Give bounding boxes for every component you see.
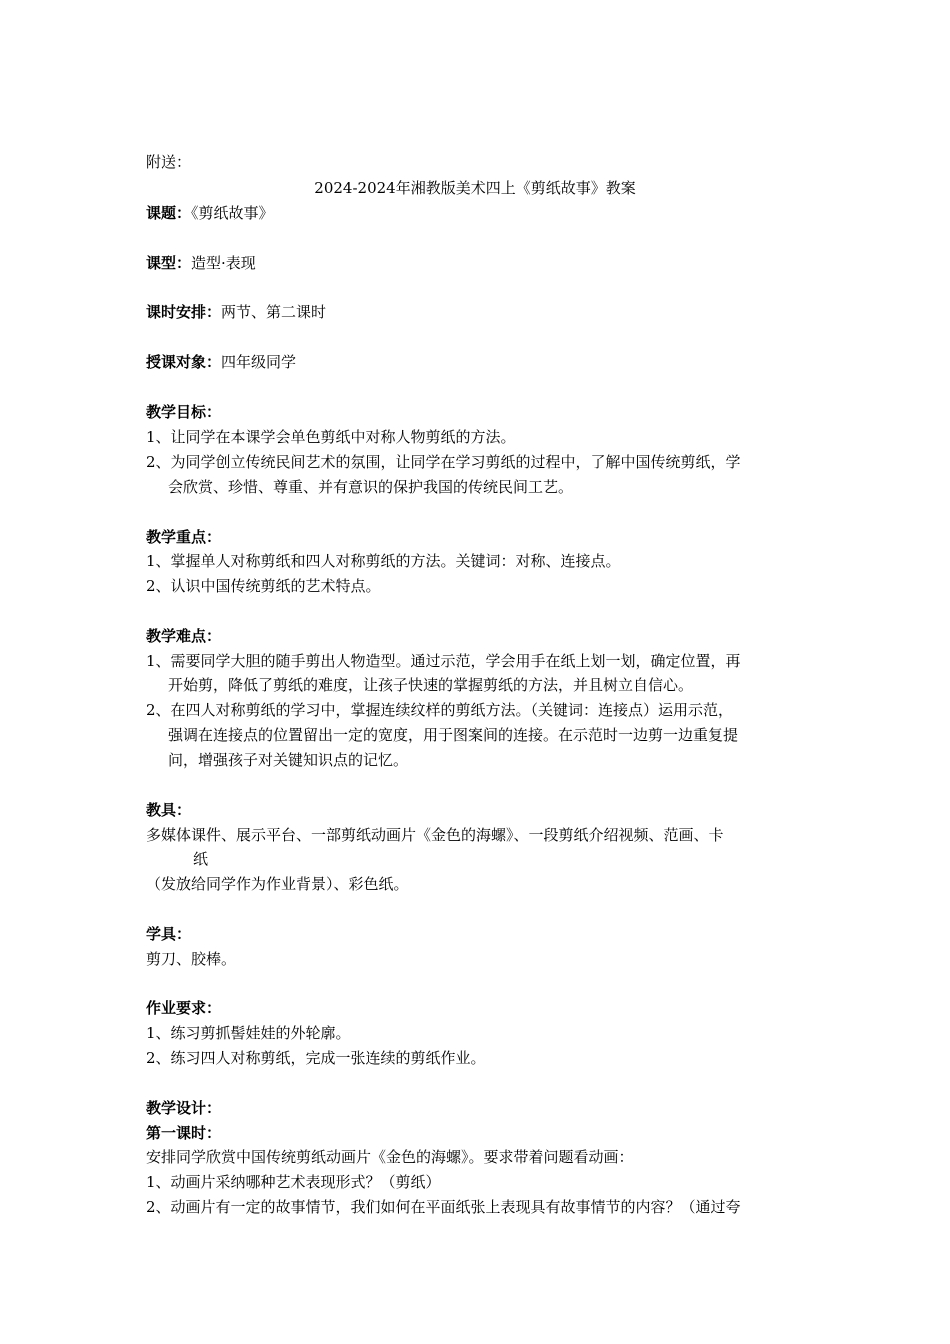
- design-item: 2、动画片有一定的故事情节，我们如何在平面纸张上表现具有故事情节的内容？（通过夸: [146, 1198, 741, 1216]
- course-title-label: 课题：: [146, 204, 192, 222]
- homework-item: 1、练习剪抓髻娃娃的外轮廓。: [146, 1024, 351, 1042]
- schedule-label: 课时安排：: [146, 303, 222, 321]
- tools-text-continued: （发放给同学作为作业背景）、彩色纸。: [146, 875, 409, 893]
- audience-row: [146, 352, 296, 372]
- course-type-value: 造型·表现: [191, 254, 256, 272]
- course-type-label: 课型：: [146, 254, 192, 272]
- design-sub-heading: 第一课时：: [146, 1124, 222, 1142]
- course-title-row: [146, 203, 274, 223]
- design-text: 安排同学欣赏中国传统剪纸动画片《金色的海螺》。要求带着问题看动画：: [146, 1148, 634, 1166]
- homework-heading: 作业要求：: [146, 999, 222, 1017]
- difficulties-item-continued: 开始剪，降低了剪纸的难度，让孩子快速的掌握剪纸的方法，并且树立自信心。: [168, 676, 694, 694]
- goals-item-continued: 会欣赏、珍惜、尊重、并有意识的保护我国的传统民间工艺。: [168, 478, 574, 496]
- audience-label: 授课对象：: [146, 353, 222, 371]
- homework-item: 2、练习四人对称剪纸，完成一张连续的剪纸作业。: [146, 1049, 486, 1067]
- difficulties-item-continued: 强调在连接点的位置留出一定的宽度，用于图案间的连接。在示范时一边剪一边重复提: [168, 726, 739, 744]
- key-points-heading: 教学重点：: [146, 528, 222, 546]
- key-points-item: 2、认识中国传统剪纸的艺术特点。: [146, 577, 381, 595]
- student-tools-text: 剪刀、胶棒。: [146, 950, 237, 968]
- goals-item: 1、让同学在本课学会单色剪纸中对称人物剪纸的方法。: [146, 428, 516, 446]
- goals-item: 2、为同学创立传统民间艺术的氛围，让同学在学习剪纸的过程中，了解中国传统剪纸，学: [146, 453, 741, 471]
- schedule-value: 两节、第二课时: [221, 303, 327, 321]
- course-type-row: [146, 253, 256, 273]
- design-heading: 教学设计：: [146, 1099, 222, 1117]
- difficulties-item: 1、需要同学大胆的随手剪出人物造型。通过示范，学会用手在纸上划一划，确定位置，再: [146, 652, 741, 670]
- audience-value: 四年级同学: [221, 353, 297, 371]
- difficulties-heading: 教学难点：: [146, 627, 222, 645]
- course-title-value: 《剪纸故事》: [191, 204, 274, 222]
- difficulties-item: 2、在四人对称剪纸的学习中，掌握连续纹样的剪纸方法。（关键词：连接点）运用示范，: [146, 701, 734, 719]
- tools-heading: 教具：: [146, 801, 192, 819]
- difficulties-item-continued: 问，增强孩子对关键知识点的记忆。: [168, 751, 409, 769]
- document-title: 2024-2024年湘教版美术四上《剪纸故事》教案: [314, 179, 636, 197]
- key-points-item: 1、掌握单人对称剪纸和四人对称剪纸的方法。关键词：对称、连接点。: [146, 552, 621, 570]
- preface-text: 附送：: [146, 153, 192, 171]
- schedule-row: [146, 302, 326, 322]
- student-tools-heading: 学具：: [146, 925, 192, 943]
- design-item: 1、动画片采纳哪种艺术表现形式？（剪纸）: [146, 1173, 441, 1191]
- tools-text-continued: 纸: [193, 850, 209, 868]
- tools-text: 多媒体课件、展示平台、一部剪纸动画片《金色的海螺》、一段剪纸介绍视频、范画、卡: [146, 826, 724, 844]
- goals-heading: 教学目标：: [146, 403, 222, 421]
